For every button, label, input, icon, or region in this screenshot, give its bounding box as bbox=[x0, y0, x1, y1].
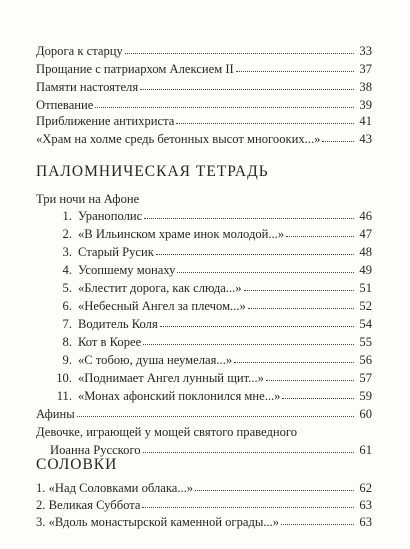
toc-entry: «Храм на холме средь бетонных высот многооких...» 43 bbox=[36, 132, 372, 146]
page-ref: 61 bbox=[359, 443, 372, 457]
toc-entry: 1. «Над Соловками облака...» 62 bbox=[36, 481, 372, 495]
page-ref: 39 bbox=[359, 98, 372, 112]
page-ref: 38 bbox=[359, 80, 372, 94]
toc-entry: 2. «В Ильинском храме инок молодой...» 47 bbox=[62, 227, 372, 241]
toc-entry: 10. «Поднимает Ангел лунный щит...» 57 bbox=[56, 371, 372, 385]
toc-entry: Отпевание 39 bbox=[36, 98, 372, 112]
toc-entry: 3. Старый Русик 48 bbox=[62, 245, 372, 259]
toc-entry: Прощание с патриархом Алексием II 37 bbox=[36, 62, 372, 76]
page-ref: 63 bbox=[359, 515, 372, 529]
page-ref: 43 bbox=[359, 132, 372, 146]
section-heading: СОЛОВКИ bbox=[36, 456, 118, 473]
subsection-title: Три ночи на Афоне bbox=[36, 192, 140, 206]
page-ref: 51 bbox=[359, 281, 372, 295]
page-ref: 63 bbox=[359, 498, 372, 512]
page-ref: 59 bbox=[359, 389, 372, 403]
page-ref: 56 bbox=[359, 353, 372, 367]
toc-entry: 1. Уранополис 46 bbox=[62, 209, 372, 223]
toc-entry: 7. Водитель Коля 54 bbox=[62, 317, 372, 331]
page-ref: 49 bbox=[359, 263, 372, 277]
page-ref: 37 bbox=[359, 62, 372, 76]
toc-entry: 8. Кот в Корее 55 bbox=[62, 335, 372, 349]
toc-entry: 5. «Блестит дорога, как слюда...» 51 bbox=[62, 281, 372, 295]
toc-entry: Приближение антихриста 41 bbox=[36, 114, 372, 128]
toc-entry: Дорога к старцу 33 bbox=[36, 44, 372, 58]
toc-entry: Афины 60 bbox=[36, 407, 372, 421]
page-ref: 33 bbox=[359, 44, 372, 58]
page-ref: 46 bbox=[359, 209, 372, 223]
toc-entry: 9. «С тобою, душа неумелая...» 56 bbox=[62, 353, 372, 367]
page-ref: 52 bbox=[359, 299, 372, 313]
page-ref: 62 bbox=[359, 481, 372, 495]
toc-entry: Памяти настоятеля 38 bbox=[36, 80, 372, 94]
page-ref: 55 bbox=[359, 335, 372, 349]
toc-entry: 3. «Вдоль монастырской каменной ограды...» 63 bbox=[36, 515, 372, 529]
page-ref: 48 bbox=[359, 245, 372, 259]
toc-entry: 11. «Монах афонский поклонился мне...» 59 bbox=[56, 389, 372, 403]
toc-entry: Иоанна Русского 61 bbox=[50, 443, 372, 457]
page-ref: 41 bbox=[359, 114, 372, 128]
toc-entry: 6. «Небесный Ангел за плечом...» 52 bbox=[62, 299, 372, 313]
page-ref: 47 bbox=[359, 227, 372, 241]
toc-entry: 2. Великая Суббота 63 bbox=[36, 498, 372, 512]
page-ref: 57 bbox=[359, 371, 372, 385]
page-ref: 54 bbox=[359, 317, 372, 331]
section-heading: ПАЛОМНИЧЕСКАЯ ТЕТРАДЬ bbox=[36, 163, 269, 180]
toc-entry-line: Девочке, играющей у мощей святого праведного bbox=[36, 425, 298, 439]
toc-entry: 4. Усопшему монаху 49 bbox=[62, 263, 372, 277]
page-ref: 60 bbox=[359, 407, 372, 421]
